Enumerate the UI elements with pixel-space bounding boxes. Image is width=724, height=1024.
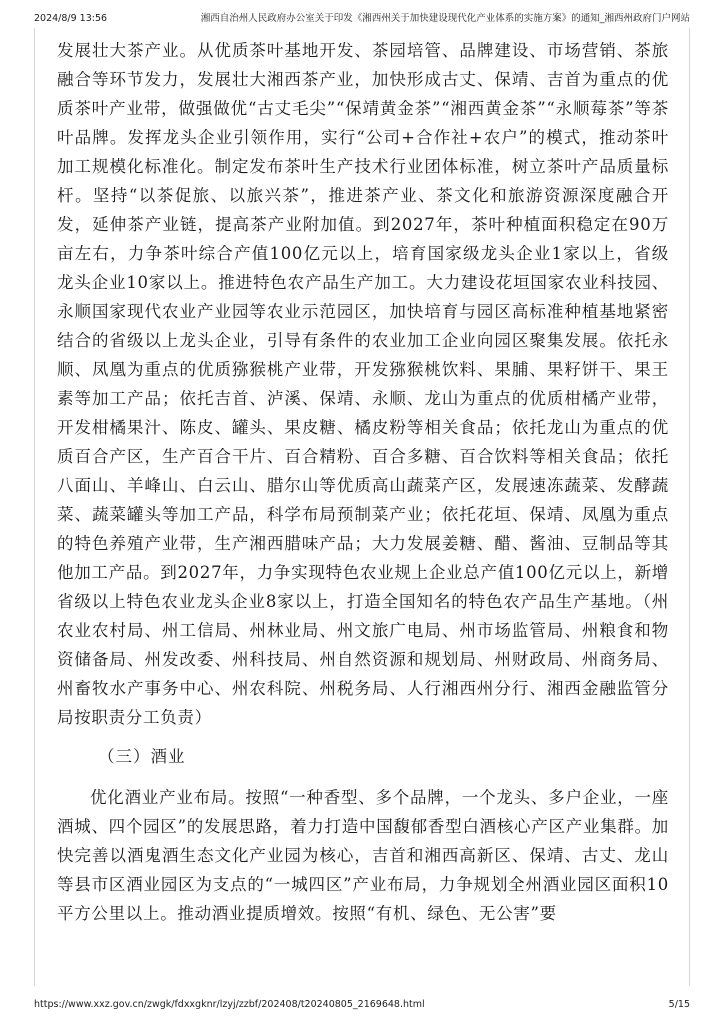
page-number: 5/15: [668, 999, 690, 1010]
print-header: [34, 12, 690, 26]
body-paragraph-liquor: 优化酒业产业布局。按照“一种香型、多个品牌，一个龙头、多户企业，一座酒城、四个园区”的发展思路，着力打造中国馥郁香型白酒核心产区产业集群。加快完善以酒鬼酒生态文化产业园为核心，吉首和湘西高新区、保靖、古丈、龙山等县市区酒业园区为支点的“一城四区”产业布局，力争规划全州酒业园区面积10平方公里以上。推动酒业提质增效。按照“有机、绿色、无公害”要: [57, 788, 669, 923]
print-page-title: 湘西自治州人民政府办公室关于印发《湘西州关于加快建设现代化产业体系的实施方案》的通知_湘西州政府门户网站: [200, 13, 690, 24]
section-heading-liquor: （三）酒业: [98, 747, 186, 766]
print-url: https://www.xxz.gov.cn/zwgk/fdxxgknr/lzyj/zzbf/202408/t20240805_2169648.html: [34, 999, 425, 1010]
document-body: [57, 36, 669, 928]
body-paragraph-tea: 发展壮大茶产业。从优质茶叶基地开发、茶园培管、品牌建设、市场营销、茶旅融合等环节发力，发展壮大湘西茶产业，加快形成古丈、保靖、吉首为重点的优质茶叶产业带，做强做优“古丈毛尖”“保靖黄金茶”“湘西黄金茶”“永顺莓茶”等茶叶品牌。发挥龙头企业引领作用，实行“公司+合作社+农户”的模式，推动茶叶加工规模化标准化。制定发布茶叶生产技术行业团体标准，树立茶叶产品质量标杆。坚持“以茶促旅、以旅兴茶”，推进茶产业、茶文化和旅游资源深度融合开发，延伸茶产业链，提高茶产业附加值。到2027年，茶叶种植面积稳定在90万亩左右，力争茶叶综合产值100亿元以上，培育国家级龙头企业1家以上，省级龙头企业10家以上。推进特色农产品生产加工。大力建设花垣国家农业科技园、永顺国家现代农业产业园等农业示范园区，加快培育与园区高标准种植基地紧密结合的省级以上龙头企业，引导有条件的农业加工企业向园区聚集发展。依托永顺、凤凰为重点的优质猕猴桃产业带，开发猕猴桃饮料、果脯、果籽饼干、果王素等加工产品；依托吉首、泸溪、保靖、永顺、龙山为重点的优质柑橘产业带，开发柑橘果汁、陈皮、罐头、果皮糖、橘皮粉等相关食品；依托龙山为重点的优质百合产区，生产百合干片、百合精粉、百合多糖、百合饮料等相关食品；依托八面山、羊峰山、白云山、腊尔山等优质高山蔬菜产区，发展速冻蔬菜、发酵蔬菜、蔬菜罐头等加工产品，科学布局预制菜产业；依托花垣、保靖、凤凰为重点的特色养殖产业带，生产湘西腊味产品；大力发展姜糖、醋、酱油、豆制品等其他加工产品。到2027年，力争实现特色农业规上企业总产值100亿元以上，新增省级以上特色农业龙头企业8家以上，打造全国知名的特色农产品生产基地。（州农业农村局、州工信局、州林业局、州文旅广电局、州市场监管局、州粮食和物资储备局、州发改委、州科技局、州自然资源和规划局、州财政局、州商务局、州畜牧水产事务中心、州农科院、州税务局、人行湘西州分行、湘西金融监管分局按职责分工负责）: [57, 41, 669, 727]
print-footer: [34, 998, 690, 1012]
print-datetime: 2024/8/9 13:56: [34, 13, 108, 24]
